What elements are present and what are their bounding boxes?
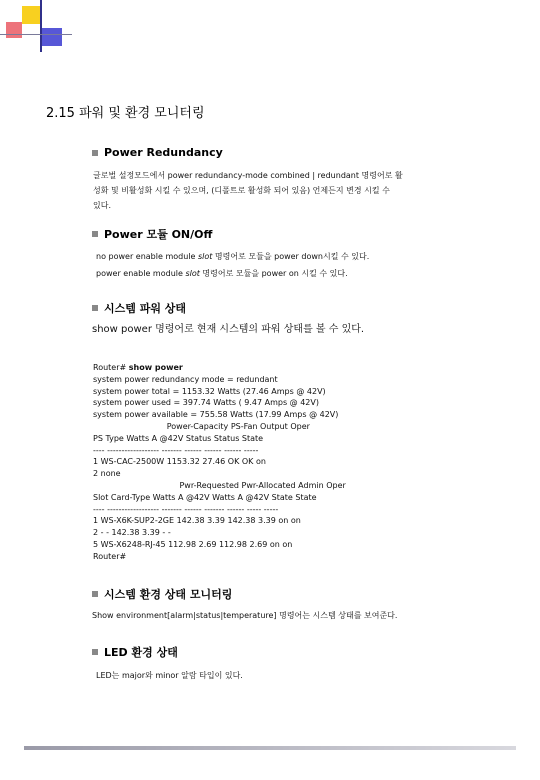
red-square (6, 22, 22, 38)
desc-text: 명령어로 모듈을 power on 시킬 수 있다. (199, 269, 348, 278)
power-module-line1 (96, 249, 369, 264)
show-power-output (93, 362, 346, 563)
cmd-text: no power enable module (96, 252, 198, 261)
slot-arg: slot (185, 269, 200, 278)
section-power-module (92, 226, 212, 242)
power-redundancy-line2: 성화 및 비활성화 시킬 수 있으며, (디폴트로 활성화 되어 있음) 언제든지 변경 시킬 수 (93, 186, 390, 195)
system-env-desc: Show environment[alarm|status|temperature] 명령어는 시스템 상태를 보여준다. (92, 611, 398, 620)
desc-text: 명령어로 모듈을 power down시킬 수 있다. (212, 252, 370, 261)
yellow-square (22, 6, 40, 24)
cmd-text: power enable module (96, 269, 186, 278)
section-power-redundancy (92, 146, 223, 159)
section-title: Power 모듈 ON/Off (104, 228, 213, 241)
code-line: 2 - - 142.38 3.39 - - (93, 528, 171, 538)
led-env-desc: LED는 major와 minor 알람 타입이 있다. (96, 671, 243, 680)
code-line: Power-Capacity PS-Fan Output Oper (93, 421, 310, 431)
code-line: Router# (93, 551, 127, 561)
section-led-env (92, 644, 178, 660)
code-line: system power available = 755.58 Watts (17.99 Amps @ 42V) (93, 410, 339, 420)
section-system-env (92, 586, 232, 602)
code-line: system power total = 1153.32 Watts (27.46 Amps @ 42V) (93, 386, 326, 396)
section-title: Power Redundancy (104, 146, 223, 159)
code-line: PS Type Watts A @42V Status Status State (93, 433, 264, 443)
bullet-icon (92, 305, 98, 311)
footer-divider (24, 746, 516, 750)
code-line: 5 WS-X6248-RJ-45 112.98 2.69 112.98 2.69 on on (93, 539, 293, 549)
code-line: 1 WS-X6K-SUP2-2GE 142.38 3.39 142.38 3.39 on on (93, 516, 301, 526)
bullet-icon (92, 150, 98, 156)
system-power-desc: show power 명령어로 현재 시스템의 파워 상태를 볼 수 있다. (92, 324, 365, 335)
section-title: 시스템 파워 상태 (104, 302, 187, 315)
code-line: Slot Card-Type Watts A @42V Watts A @42V State State (93, 492, 317, 502)
power-redundancy-line1: 글로벌 설정모드에서 power redundancy-mode combined | redundant 명령어로 활 (93, 171, 403, 180)
code-line: ---- ------------------ ------- ------ ------ ------ ----- (93, 445, 259, 455)
bullet-icon (92, 591, 98, 597)
power-module-line2 (96, 266, 348, 281)
bullet-icon (92, 649, 98, 655)
slot-arg: slot (197, 252, 213, 261)
code-line: 2 none (93, 469, 121, 479)
horizontal-line (0, 34, 72, 35)
section-system-power (92, 300, 186, 316)
blue-square (42, 28, 62, 46)
power-redundancy-line3: 있다. (93, 201, 111, 210)
code-line: Pwr-Requested Pwr-Allocated Admin Oper (93, 480, 346, 490)
code-command: show power (128, 363, 183, 372)
code-command-line (93, 362, 346, 374)
vertical-line (40, 0, 42, 52)
section-title: LED 환경 상태 (104, 646, 178, 659)
section-title: 시스템 환경 상태 모니터링 (104, 588, 233, 601)
code-line: system power used = 397.74 Watts ( 9.47 Amps @ 42V) (93, 398, 319, 408)
page-heading: 2.15 파워 및 환경 모니터링 (46, 106, 205, 121)
code-prompt: Router# (93, 363, 129, 372)
corner-logo (0, 0, 80, 60)
code-line: system power redundancy mode = redundant (93, 374, 278, 384)
code-line: ---- ------------------ ------- ------ ------- ------ ----- ----- (93, 504, 279, 514)
bullet-icon (92, 231, 98, 237)
code-line: 1 WS-CAC-2500W 1153.32 27.46 OK OK on (93, 457, 266, 467)
